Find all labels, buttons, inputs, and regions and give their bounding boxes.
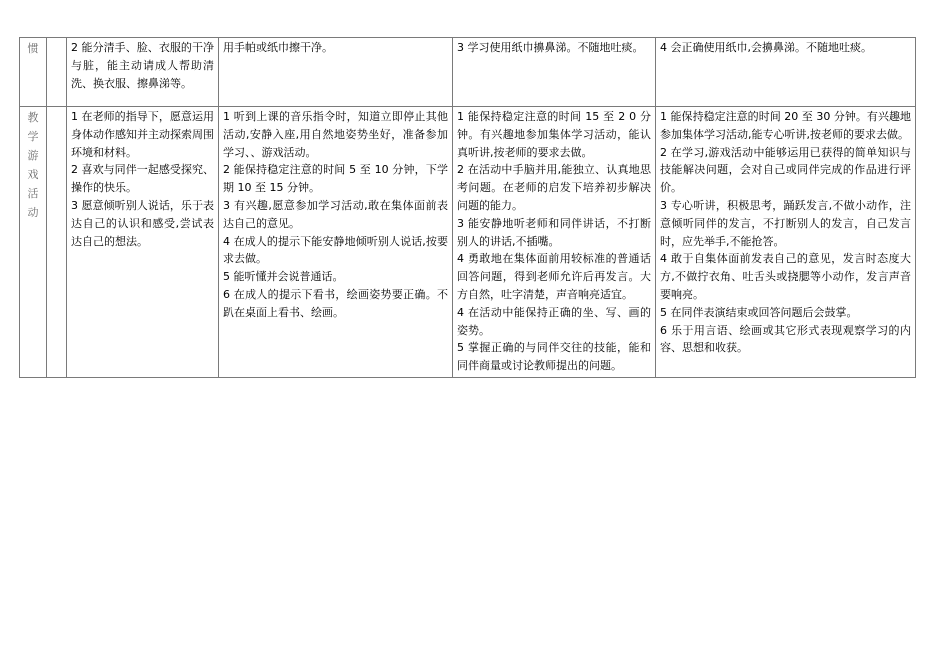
item-text: 3 愿意倾听别人说话，乐于表达自己的认识和感受,尝试表达自己的想法。 <box>71 198 214 248</box>
level-col2-cell <box>453 107 656 378</box>
category-label: 惯 <box>27 42 39 55</box>
item-text: 4 在活动中能保持正确的坐、写、画的姿势。 <box>457 305 651 337</box>
blank-cell <box>47 38 67 107</box>
item-text: 1 听到上课的音乐指令时，知道立即停止其他活动,安静入座,用自然地姿势坐好，准备参加学习、、游戏活动。 <box>223 110 448 159</box>
item-text: 2 喜欢与同伴一起感受探究、操作的快乐。 <box>71 163 214 195</box>
goal-cell <box>67 107 219 378</box>
level-col2-cell <box>453 38 656 107</box>
item-text: 6 乐于用言语、绘画或其它形式表现观察学习的内容、思想和收获。 <box>660 323 911 355</box>
item-text: 2 能分清手、脸、衣服的干净与脏，能主动请成人帮助清洗、换衣服、擦鼻涕等。 <box>71 41 214 90</box>
item-text: 1 在老师的指导下，愿意运用身体动作感知并主动探索周围环境和材料。 <box>71 110 214 159</box>
category-cell <box>20 38 47 107</box>
level-col1-cell <box>219 38 453 107</box>
item-text: 3 学习使用纸巾擤鼻涕。不随地吐痰。 <box>457 41 644 54</box>
item-text: 3 能安静地听老师和同伴讲话，不打断别人的讲话,不插嘴。 <box>457 216 651 248</box>
goal-cell <box>67 38 219 107</box>
item-text: 1 能保持稳定注意的时间 20 至 30 分钟。有兴趣地参加集体学习活动,能专心听讲,按老师的要求去做。 <box>660 110 911 141</box>
item-text: 5 能听懂并会说普通话。 <box>223 270 344 284</box>
blank-cell <box>47 107 67 378</box>
item-text: 4 会正确使用纸巾,会擤鼻涕。不随地吐痰。 <box>660 41 872 54</box>
item-text: 1 能保持稳定注意的时间 15 至 2 0 分钟。有兴趣地参加集体学习活动，能认真听讲,按老师的要求去做。 <box>457 110 651 159</box>
table-row <box>20 107 916 378</box>
item-text: 5 掌握正确的与同伴交往的技能，能和同伴商量或讨论教师提出的问题。 <box>457 341 651 373</box>
item-text: 5 在同伴表演结束或回答问题后会鼓掌。 <box>660 305 858 319</box>
item-text: 4 在成人的提示下能安静地倾听别人说话,按要求去做。 <box>223 234 448 266</box>
item-text: 4 敢于自集体面前发表自己的意见，发言时态度大方,不做拧衣角、吐舌头或挠腮等小动作，发言声音要响亮。 <box>660 252 911 301</box>
curriculum-goals-table <box>19 37 916 378</box>
category-label: 教学游戏活动 <box>27 111 39 219</box>
item-text: 用手帕或纸巾擦干净。 <box>223 41 333 54</box>
table-row <box>20 38 916 107</box>
item-text: 6 在成人的提示下看书，绘画姿势要正确。不趴在桌面上看书、绘画。 <box>223 287 448 319</box>
item-text: 3 专心听讲，积极思考，踊跃发言,不做小动作，注意倾听同伴的发言，不打断别人的发言，自己发言时，应先举手,不能抢答。 <box>660 198 911 248</box>
level-col1-cell <box>219 107 453 378</box>
item-text: 4 勇敢地在集体面前用较标准的普通话回答问题，得到老师允许后再发言。大方自然，吐字清楚，声音响亮适宜。 <box>457 252 651 301</box>
level-col3-cell <box>656 38 916 107</box>
item-text: 2 能保持稳定注意的时间 5 至 10 分钟，下学期 10 至 15 分钟。 <box>223 163 448 195</box>
level-col3-cell <box>656 107 916 378</box>
item-text: 2 在活动中手脑并用,能独立、认真地思考问题。在老师的启发下培养初步解决问题的能力。 <box>457 163 651 212</box>
item-text: 2 在学习,游戏活动中能够运用已获得的简单知识与技能解决问题，会对自己或同伴完成的作品进行评价。 <box>660 145 911 195</box>
item-text: 3 有兴趣,愿意参加学习活动,敢在集体面前表达自己的意见。 <box>223 198 448 230</box>
category-cell <box>20 107 47 378</box>
